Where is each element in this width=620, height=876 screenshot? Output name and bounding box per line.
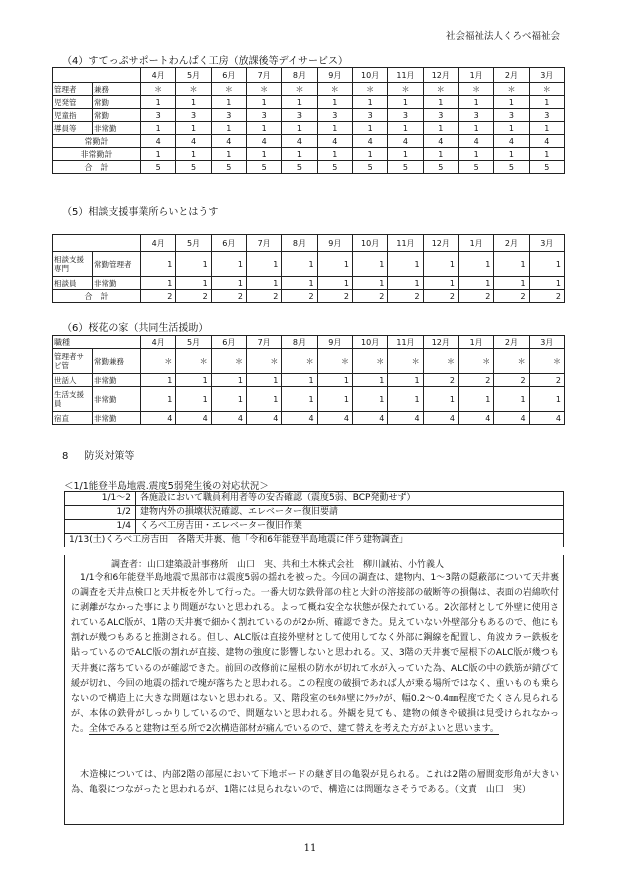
month-value: 1 — [176, 252, 211, 277]
month-value: 1 — [494, 96, 529, 109]
month-value: 1 — [246, 277, 281, 290]
row-role-label: 導員等 — [53, 122, 93, 135]
month-value: ＊ — [317, 83, 352, 96]
month-value: ＊ — [423, 83, 458, 96]
month-value: 4 — [494, 135, 529, 148]
header-org-name: 社会福祉法人くろべ福祉会 — [445, 31, 560, 42]
row-employment-type: 非常勤 — [93, 122, 141, 135]
month-value: 1 — [141, 252, 176, 277]
month-value: 2 — [423, 374, 458, 387]
month-value: 1 — [458, 148, 493, 161]
month-value: 1 — [317, 148, 352, 161]
staff-row — [53, 277, 565, 290]
month-value: 1 — [211, 96, 246, 109]
month-value: 1 — [317, 374, 352, 387]
month-value: 1 — [529, 252, 564, 277]
row-role-label: 相談員 — [53, 277, 93, 290]
header-corner — [53, 68, 141, 83]
month-header: 3月 — [529, 235, 564, 252]
month-value: ＊ — [388, 83, 423, 96]
section-4-title: （4）すてっぷサポートわんぱく工房（放課後等デイサービス） — [62, 56, 348, 67]
month-value: 1 — [388, 252, 423, 277]
header-corner — [53, 235, 141, 252]
month-header: 4月 — [141, 235, 176, 252]
month-value: ＊ — [494, 83, 529, 96]
row-employment-type: 常勤 — [93, 109, 141, 122]
month-value: 2 — [141, 290, 176, 303]
month-value: 5 — [529, 161, 564, 174]
month-header: 7月 — [246, 68, 281, 83]
month-value: 1 — [176, 122, 211, 135]
month-value: 3 — [352, 109, 387, 122]
row-role-label: 生活支援員 — [53, 387, 93, 412]
month-value: 4 — [529, 135, 564, 148]
month-value: 1 — [352, 277, 387, 290]
month-value: 3 — [458, 109, 493, 122]
month-header-row — [53, 68, 565, 83]
month-header: 6月 — [211, 235, 246, 252]
month-value: 4 — [141, 412, 176, 425]
row-employment-type: 非常勤 — [93, 374, 141, 387]
month-value: 1 — [141, 277, 176, 290]
month-header: 2月 — [494, 235, 529, 252]
month-value: 4 — [317, 135, 352, 148]
month-header: 8月 — [282, 68, 317, 83]
month-value: 3 — [141, 109, 176, 122]
month-value: 1 — [141, 387, 176, 412]
month-value: 4 — [317, 412, 352, 425]
month-value: 1 — [211, 374, 246, 387]
staff-row — [53, 161, 565, 174]
staff-row — [53, 148, 565, 161]
row-role-label: 宿直 — [53, 412, 93, 425]
month-value: 1 — [282, 96, 317, 109]
month-header: 9月 — [317, 235, 352, 252]
month-value: 4 — [141, 135, 176, 148]
row-total-label: 非常勤計 — [53, 148, 141, 161]
month-value: 1 — [282, 374, 317, 387]
month-header: 11月 — [388, 336, 423, 349]
month-value: 5 — [423, 161, 458, 174]
survey-paragraph-2: 木造棟については、内部2階の部屋において下地ボードの継ぎ目の亀裂が見られる。これは2階の層間変形角が大きい為、亀裂につながったと思われるが、1階には見られないので、構造には問題なさそうである。（文責 山口 実） — [71, 770, 559, 796]
month-value: 1 — [529, 148, 564, 161]
month-value: 1 — [176, 96, 211, 109]
row-role-label: 児童指 — [53, 109, 93, 122]
month-value: ＊ — [141, 349, 176, 374]
month-value: 3 — [317, 109, 352, 122]
month-value: 1 — [494, 252, 529, 277]
month-value: 1 — [317, 96, 352, 109]
month-value: 2 — [529, 374, 564, 387]
month-value: ＊ — [529, 83, 564, 96]
month-value: 4 — [176, 412, 211, 425]
month-header: 7月 — [246, 235, 281, 252]
month-value: ＊ — [282, 349, 317, 374]
staff-row — [53, 122, 565, 135]
log-row — [65, 492, 564, 506]
month-header: 9月 — [317, 68, 352, 83]
log-date: 1/2 — [65, 506, 136, 520]
row-role-label: 相談支援専門 — [53, 252, 93, 277]
month-value: 1 — [282, 122, 317, 135]
month-value: 1 — [317, 277, 352, 290]
month-value: 5 — [317, 161, 352, 174]
month-value: 4 — [352, 412, 387, 425]
month-value: 4 — [494, 412, 529, 425]
section-8-number: 8 — [62, 451, 69, 462]
month-value: 1 — [246, 252, 281, 277]
month-value: 3 — [211, 109, 246, 122]
month-value: ＊ — [494, 349, 529, 374]
month-value: 1 — [176, 148, 211, 161]
month-value: 5 — [176, 161, 211, 174]
staff-row — [53, 349, 565, 374]
month-header-row — [53, 235, 565, 252]
month-value: 4 — [458, 135, 493, 148]
log-date: 1/1～2 — [65, 492, 136, 506]
row-total-label: 常勤計 — [53, 135, 141, 148]
month-header: 5月 — [176, 336, 211, 349]
log-text: 各施設において職員利用者等の安否確認（震度5弱、BCP発動せず） — [136, 492, 564, 506]
month-value: 1 — [282, 387, 317, 412]
month-header: 9月 — [317, 336, 352, 349]
month-header: 3月 — [529, 336, 564, 349]
month-value: 5 — [141, 161, 176, 174]
month-value: 1 — [458, 122, 493, 135]
month-value: ＊ — [458, 349, 493, 374]
month-value: 1 — [423, 277, 458, 290]
row-employment-type: 非常勤 — [93, 277, 141, 290]
month-header: 12月 — [423, 235, 458, 252]
month-value: 2 — [458, 290, 493, 303]
month-value: 5 — [388, 161, 423, 174]
month-value: 1 — [494, 387, 529, 412]
month-header: 7月 — [246, 336, 281, 349]
month-header: 6月 — [211, 336, 246, 349]
row-employment-type: 非常勤 — [93, 412, 141, 425]
month-value: ＊ — [246, 349, 281, 374]
month-value: 2 — [176, 290, 211, 303]
month-value: 3 — [494, 109, 529, 122]
month-value: 5 — [246, 161, 281, 174]
month-value: 1 — [529, 96, 564, 109]
month-value: 3 — [388, 109, 423, 122]
survey-paragraph-1-text: 1/1令和6年能登半島地震で黒部市は震度5弱の揺れを被った。今回の調査は、建物内、1～3階の隠蔽部について天井裏の調査を天井点検口と天井板を外して行った。一番大切な鉄骨部の柱と大針の溶接部の破断等の損傷は、表面の岩綿吹付に剥離がなかった事により問題がないと思われる。よって概ね安全な状態が保たれている。2次部材として外壁に使用されているALC版が、1階の天井裏で細かく割れているのが2か所、確認できた。見えていない外壁部分もあるので、他にも割れが幾つもあると推測される。但し、ALC版は直接外壁材として使用してなく外部に鋼線を配置し、角波カラー鉄板を貼っているのでALC版の割れが直接、建物の強度に影響しないと思われる。又、3階の天井裏で屋根下のALC版が幾つも天井裏に落ちているのが確認できた。前回の改修前に屋根の防水が切れて水が入っていた為、ALC版の中の鉄筋が錆びて緩が切れ、今回の地震の揺れで塊が落ちたと思われる。この程度の破損であれば人が乗る場所ではなく、重いものも乗らないので構造上に大きな問題はないと思われる。又、階段室のﾓﾙﾀﾙ壁にｸﾗｯｸが、幅0.2～0.4㎜程度でたくさん見られるが、本体の鉄骨がしっかりしているので、問題ないと思われる。外観を見ても、建物の傾きや破損は見受けられなかった。 — [71, 573, 559, 734]
month-value: 1 — [282, 277, 317, 290]
month-value: 5 — [352, 161, 387, 174]
staff-row — [53, 374, 565, 387]
section-5-title: （5）相談支援事業所らいとはうす — [62, 207, 219, 218]
month-header: 3月 — [529, 68, 564, 83]
log-entry-head: 1/13(土)くろべ工房吉田 各階天井裏、他「令和6年能登半島地震に伴う建物調査」 — [65, 534, 564, 548]
month-header: 1月 — [458, 68, 493, 83]
month-value: 4 — [352, 135, 387, 148]
month-value: ＊ — [352, 349, 387, 374]
staff-row — [53, 96, 565, 109]
staff-table-ouka — [52, 335, 565, 425]
month-value: ＊ — [423, 349, 458, 374]
month-value: 1 — [211, 277, 246, 290]
month-value: 1 — [494, 122, 529, 135]
month-header: 1月 — [458, 235, 493, 252]
disaster-log-table — [64, 491, 564, 547]
section-6-title: （6）桜花の家（共同生活援助） — [62, 323, 209, 334]
month-value: 2 — [494, 374, 529, 387]
month-value: ＊ — [141, 83, 176, 96]
month-value: 1 — [423, 122, 458, 135]
staff-row — [53, 387, 565, 412]
row-employment-type: 常勤管理者 — [93, 252, 141, 277]
month-header: 11月 — [388, 235, 423, 252]
month-value: 1 — [211, 387, 246, 412]
month-value: 1 — [246, 387, 281, 412]
month-value: 1 — [458, 387, 493, 412]
month-value: 3 — [246, 109, 281, 122]
month-value: 1 — [176, 387, 211, 412]
staff-table-wanpaku — [52, 67, 565, 174]
month-value: 4 — [176, 135, 211, 148]
row-employment-type: 兼務 — [93, 83, 141, 96]
page-number: 11 — [303, 843, 317, 854]
month-value: 1 — [494, 277, 529, 290]
log-text: 建物内外の損壊状況確認、エレベーター復旧要請 — [136, 506, 564, 520]
month-header: 10月 — [352, 336, 387, 349]
month-value: 1 — [211, 148, 246, 161]
month-value: 1 — [211, 252, 246, 277]
month-value: 4 — [423, 135, 458, 148]
month-value: 1 — [246, 148, 281, 161]
month-header-row — [53, 336, 565, 349]
month-value: 2 — [494, 290, 529, 303]
month-value: 1 — [352, 122, 387, 135]
month-value: 3 — [176, 109, 211, 122]
section-8-title: 防災対策等 — [84, 451, 135, 462]
month-value: 3 — [529, 109, 564, 122]
survey-conclusion-underlined: 全体でみると建物は至る所で2次構造部材が痛んでいるので、建て替えを考えた方がよいと思います。 — [89, 723, 499, 734]
month-value: 1 — [529, 277, 564, 290]
month-value: ＊ — [176, 83, 211, 96]
staff-row — [53, 109, 565, 122]
row-role-label: 世話人 — [53, 374, 93, 387]
month-value: 5 — [458, 161, 493, 174]
month-header: 11月 — [388, 68, 423, 83]
header-corner: 職種 — [53, 336, 141, 349]
month-value: ＊ — [211, 349, 246, 374]
row-employment-type: 常勤 — [93, 96, 141, 109]
month-value: 1 — [141, 374, 176, 387]
month-value: 1 — [352, 96, 387, 109]
month-value: 1 — [317, 122, 352, 135]
month-value: 3 — [282, 109, 317, 122]
row-employment-type: 非常勤 — [93, 387, 141, 412]
month-value: 1 — [458, 252, 493, 277]
month-header: 10月 — [352, 235, 387, 252]
month-value: 1 — [423, 148, 458, 161]
survey-investigators: 調査者：山口建築設計事務所 山口 実、共和土木株式会社 柳川誠祐、小竹義人 — [111, 560, 445, 570]
month-value: 5 — [282, 161, 317, 174]
month-header: 5月 — [176, 68, 211, 83]
month-header: 5月 — [176, 235, 211, 252]
month-value: ＊ — [176, 349, 211, 374]
month-value: ＊ — [282, 83, 317, 96]
month-value: 2 — [282, 290, 317, 303]
row-role-label: 児発管 — [53, 96, 93, 109]
month-value: 1 — [141, 96, 176, 109]
month-value: 1 — [141, 122, 176, 135]
month-value: 1 — [494, 148, 529, 161]
month-value: 1 — [176, 374, 211, 387]
month-value: ＊ — [458, 83, 493, 96]
month-header: 1月 — [458, 336, 493, 349]
row-role-label: 管理者サビ管 — [53, 349, 93, 374]
month-value: ＊ — [529, 349, 564, 374]
log-row — [65, 506, 564, 520]
section-8-heading — [62, 447, 134, 462]
staff-row — [53, 252, 565, 277]
month-value: 4 — [282, 135, 317, 148]
log-row — [65, 534, 564, 548]
month-value: ＊ — [317, 349, 352, 374]
month-value: 1 — [388, 374, 423, 387]
month-value: 3 — [423, 109, 458, 122]
month-value: 1 — [352, 387, 387, 412]
month-value: 1 — [388, 148, 423, 161]
log-row — [65, 520, 564, 534]
month-value: 1 — [317, 387, 352, 412]
month-value: 1 — [388, 277, 423, 290]
month-value: 4 — [388, 412, 423, 425]
month-value: 5 — [211, 161, 246, 174]
month-value: 1 — [176, 277, 211, 290]
month-value: 1 — [388, 96, 423, 109]
month-value: 1 — [211, 122, 246, 135]
month-value: 4 — [282, 412, 317, 425]
month-value: 4 — [246, 412, 281, 425]
month-value: 1 — [246, 374, 281, 387]
month-value: 2 — [423, 290, 458, 303]
row-total-label: 合 計 — [53, 290, 141, 303]
staff-row — [53, 290, 565, 303]
month-value: 4 — [388, 135, 423, 148]
month-value: 1 — [423, 252, 458, 277]
disaster-response-title: ＜1/1能登半島地震.震度5弱発生後の対応状況＞ — [64, 481, 269, 492]
month-value: 4 — [458, 412, 493, 425]
month-header: 6月 — [211, 68, 246, 83]
month-value: 4 — [529, 412, 564, 425]
row-role-label: 管理者 — [53, 83, 93, 96]
month-header: 8月 — [282, 235, 317, 252]
month-value: 5 — [494, 161, 529, 174]
month-value: 1 — [458, 277, 493, 290]
row-total-label: 合 計 — [53, 161, 141, 174]
month-value: 1 — [141, 148, 176, 161]
month-value: 1 — [246, 96, 281, 109]
month-value: 1 — [423, 96, 458, 109]
month-value: 2 — [458, 374, 493, 387]
month-header: 8月 — [282, 336, 317, 349]
month-value: 4 — [211, 135, 246, 148]
month-header: 10月 — [352, 68, 387, 83]
month-value: ＊ — [246, 83, 281, 96]
month-value: 1 — [388, 122, 423, 135]
staff-row — [53, 135, 565, 148]
month-header: 12月 — [423, 336, 458, 349]
month-value: 1 — [352, 148, 387, 161]
month-value: 1 — [317, 252, 352, 277]
month-value: 1 — [529, 387, 564, 412]
month-value: ＊ — [211, 83, 246, 96]
staff-row — [53, 412, 565, 425]
month-value: 1 — [352, 252, 387, 277]
month-value: 1 — [529, 122, 564, 135]
staff-row — [53, 83, 565, 96]
month-value: 2 — [352, 290, 387, 303]
month-value: 1 — [282, 148, 317, 161]
month-value: 1 — [388, 387, 423, 412]
staff-table-lighthouse — [52, 234, 565, 303]
month-value: 1 — [246, 122, 281, 135]
log-text: くろべ工房吉田・エレベーター復旧作業 — [136, 520, 564, 534]
month-header: 2月 — [494, 68, 529, 83]
month-value: 4 — [246, 135, 281, 148]
month-value: 2 — [388, 290, 423, 303]
month-value: 2 — [246, 290, 281, 303]
month-value: 4 — [211, 412, 246, 425]
month-value: ＊ — [352, 83, 387, 96]
survey-report-body — [64, 555, 564, 825]
survey-paragraph-1 — [71, 571, 559, 737]
month-value: 1 — [352, 374, 387, 387]
month-header: 4月 — [141, 336, 176, 349]
month-value: 2 — [317, 290, 352, 303]
month-value: 1 — [282, 252, 317, 277]
month-value: 1 — [458, 96, 493, 109]
month-value: ＊ — [388, 349, 423, 374]
month-value: 1 — [423, 387, 458, 412]
month-header: 12月 — [423, 68, 458, 83]
month-value: 4 — [423, 412, 458, 425]
month-header: 2月 — [494, 336, 529, 349]
row-employment-type: 常勤兼務 — [93, 349, 141, 374]
month-value: 2 — [211, 290, 246, 303]
log-date: 1/4 — [65, 520, 136, 534]
month-header: 4月 — [141, 68, 176, 83]
month-value: 2 — [529, 290, 564, 303]
